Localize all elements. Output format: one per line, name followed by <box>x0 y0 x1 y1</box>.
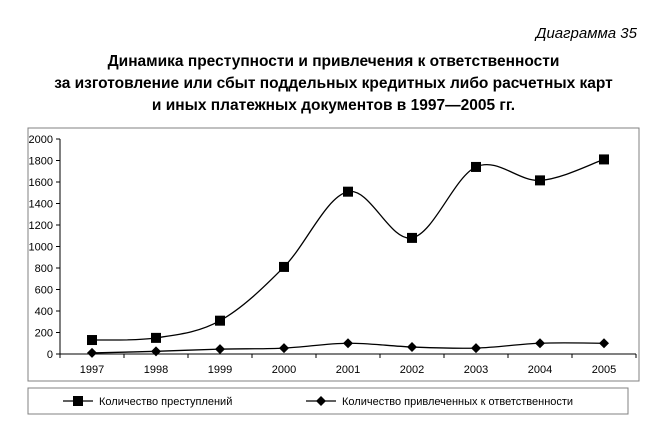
legend-marker-1 <box>73 396 83 406</box>
x-tick-label: 2002 <box>399 364 425 376</box>
legend-label-1: Количество преступлений <box>99 396 233 408</box>
x-tick-label: 1998 <box>143 364 169 376</box>
series-1-point <box>407 233 417 243</box>
series-1-point <box>279 262 289 272</box>
series-2-point <box>343 338 353 348</box>
y-tick-label: 0 <box>46 349 53 361</box>
x-tick-label: 1997 <box>79 364 105 376</box>
x-tick-label: 2000 <box>271 364 297 376</box>
series-1-point <box>215 316 225 326</box>
series-1-point <box>471 162 481 172</box>
chart-title-line-3: и иных платежных документов в 1997—2005 гг. <box>151 97 516 114</box>
series-2-point <box>599 338 609 348</box>
x-tick-label: 1999 <box>207 364 233 376</box>
series-line-1 <box>92 159 604 340</box>
y-tick-label: 400 <box>34 306 53 318</box>
y-tick-label: 1000 <box>28 241 53 254</box>
chart-title-line-2: за изготовление или сбыт поддельных кредитных либо расчетных карт <box>54 75 613 92</box>
series-1-point <box>343 187 353 197</box>
y-tick-label: 600 <box>34 284 53 297</box>
y-tick-label: 1800 <box>28 155 53 168</box>
legend-marker-2 <box>316 396 326 406</box>
series-1-point <box>599 154 609 164</box>
legend-label-2: Количество привлеченных к ответственности <box>342 396 574 408</box>
series-2-point <box>279 343 289 353</box>
series-2-point <box>471 343 481 353</box>
series-2-point <box>407 342 417 352</box>
series-1-point <box>151 333 161 343</box>
series-2-point <box>87 348 97 358</box>
y-tick-label: 2000 <box>28 134 53 146</box>
series-1-point <box>535 175 545 185</box>
diagram-number: Диаграмма 35 <box>535 25 637 42</box>
y-tick-label: 200 <box>34 327 53 340</box>
y-tick-label: 800 <box>34 263 53 275</box>
series-2-point <box>215 344 225 354</box>
x-tick-label: 2001 <box>335 364 361 376</box>
y-tick-label: 1400 <box>28 198 53 211</box>
y-tick-label: 1600 <box>28 177 53 189</box>
x-tick-label: 2004 <box>527 364 553 376</box>
x-tick-label: 2003 <box>463 364 489 376</box>
y-tick-label: 1200 <box>28 220 53 232</box>
x-tick-label: 2005 <box>591 364 617 376</box>
series-1-point <box>87 335 97 345</box>
series-2-point <box>151 346 161 356</box>
series-2-point <box>535 338 545 348</box>
chart-title-line-1: Динамика преступности и привлечения к ответственности <box>107 53 560 70</box>
